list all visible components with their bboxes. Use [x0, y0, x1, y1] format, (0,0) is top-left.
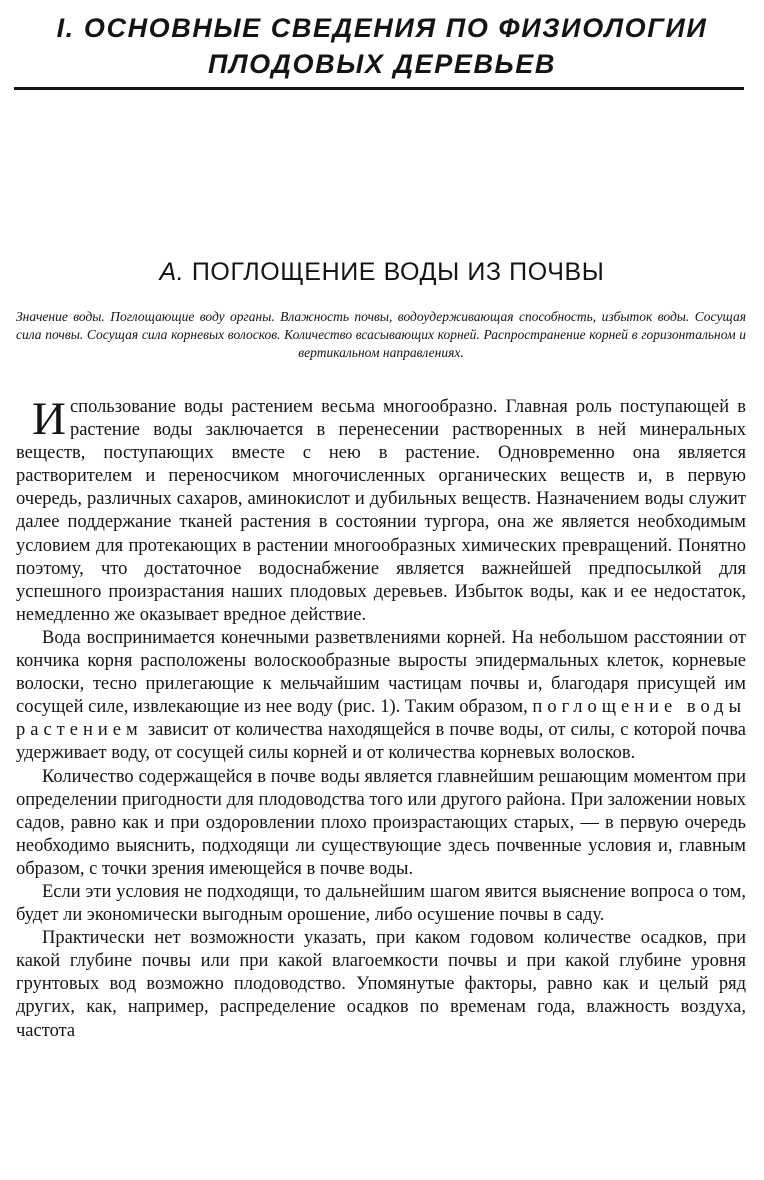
paragraph-2	[16, 627, 746, 766]
paragraph-1	[16, 393, 746, 627]
chapter-title	[14, 10, 750, 82]
paragraph-2-text-after: зависит от количества находящейся в почве воды, от силы, с которой почва удерживает воду, от сосущей силы корней и от количества корневых волосков.	[16, 720, 746, 764]
paragraph-5: Практически нет возможности указать, при каком годовом количестве осадков, при какой глубине почвы или при какой влагоемкости почвы и при какой глубине уровня грунтовых вод возможно плодоводство. Упомянутые факторы, равно как и целый ряд других, как, например, распределение осадков по временам года, влажность воздуха, частота	[16, 928, 746, 1041]
paragraph-2-text-before: Вода воспринимается конечными разветвлениями корней. На небольшом расстоянии от кончика корня расположены волоскообразные выросты эпидермальных клеток, корневые волоски, тесно прилегающие к мельчайшим частицам почвы и, благодаря присущей им сосущей силе, извлекающие из нее воду (рис. 1). Таким образом,	[16, 627, 746, 718]
section-heading	[14, 255, 750, 289]
section-title: ПОГЛОЩЕНИЕ ВОДЫ ИЗ ПОЧВЫ	[191, 258, 605, 286]
paragraph-1-text: спользование воды растением весьма многообразно. Главная роль поступающей в растение воды заключается в перенесении растворенных в ней минеральных веществ, поступающих вместе с нею в растение. Одновременно она является растворителем и переносчиком многочисленных органических веществ и, в первую очередь, различных сахаров, аминокислот и дубильных веществ. Назначением воды служит далее поддержание тканей растения в состоянии тургора, она же является необходимым условием для протекающих в растении многообразных химических превращений. Понятно поэтому, что достаточное водоснабжение является важнейшей предпосылкой для успешного произрастания наших плодовых деревьев. Избыток воды, как и ее недостаток, немедленно же оказывает вредное действие.	[16, 397, 746, 625]
title-rule	[14, 87, 744, 90]
chapter-title-line-2: ПЛОДОВЫХ ДЕРЕВЬЕВ	[208, 49, 556, 79]
paragraph-2-spaced-emphasis: поглощение воды растением	[16, 697, 746, 741]
paragraph-3: Количество содержащейся в почве воды является главнейшим решающим моментом при определении пригодности для плодоводства того или другого района. При заложении новых садов, равно как и при оздоровлении плохо произрастающих старых, — в первую очередь необходимо выяснить, подходящи ли существующие здесь почвенные условия и, главным образом, с точки зрения имеющейся в почве воды.	[16, 766, 746, 879]
section-letter: А.	[159, 258, 185, 286]
section-summary: Значение воды. Поглощающие воду органы. Влажность почвы, водоудерживающая способность, избыток воды. Сосущая сила почвы. Сосущая сила корневых волосков. Количество всасывающих корней. Распространение корней в горизонтальном и вертикальном направлениях.	[16, 309, 746, 360]
paragraph-4: Если эти условия не подходящи, то дальнейшим шагом явится выяснение вопроса о том, будет ли экономически выгодным орошение, либо осушение почвы в саду.	[16, 881, 746, 926]
drop-cap: И	[32, 393, 66, 445]
body-text	[16, 393, 746, 1043]
chapter-title-line-1: I. ОСНОВНЫЕ СВЕДЕНИЯ ПО ФИЗИОЛОГИИ	[56, 13, 708, 43]
